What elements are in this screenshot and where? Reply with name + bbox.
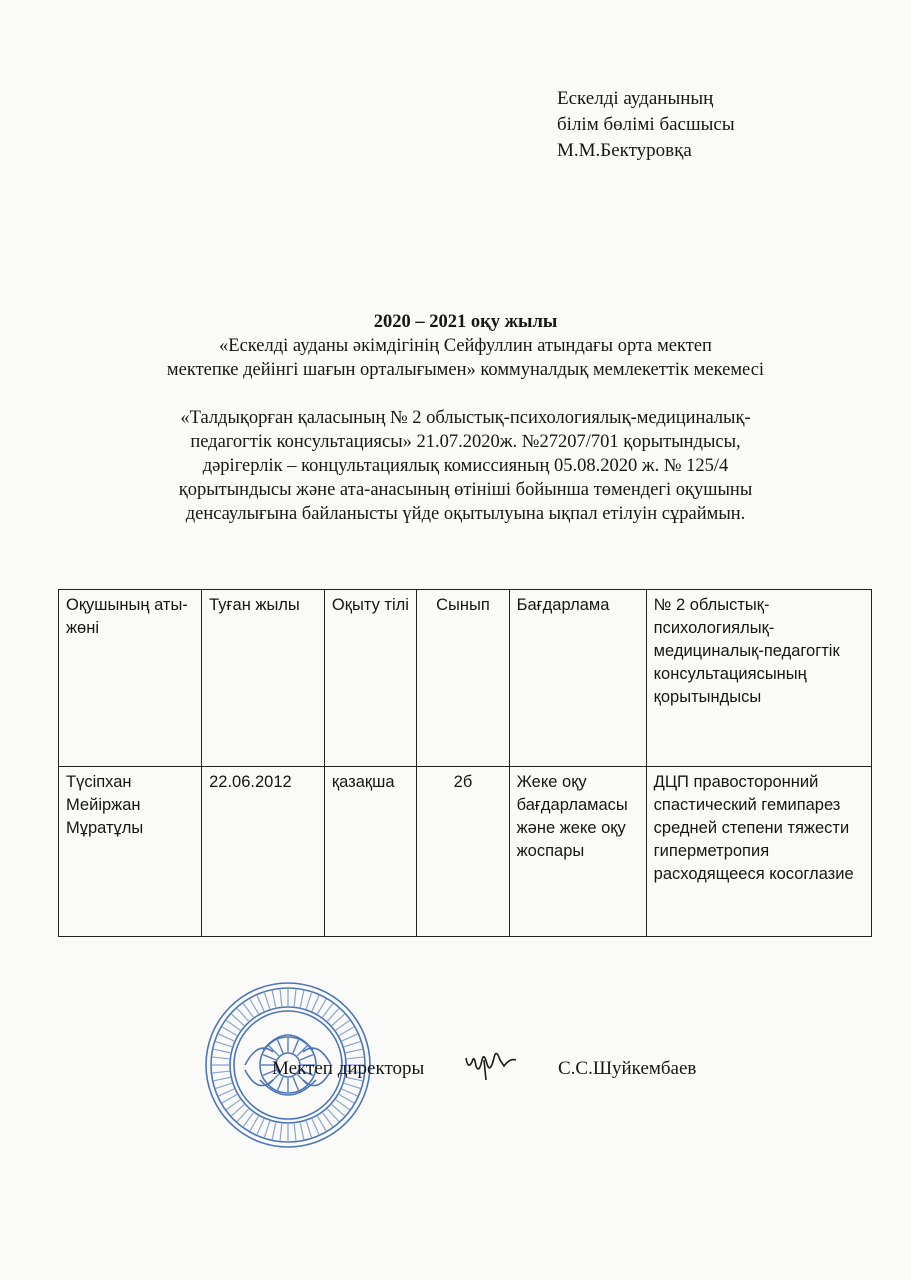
cell-grade: 2б xyxy=(417,767,509,937)
header-cell-name: Оқушының аты-жөні xyxy=(59,590,202,767)
cell-birth-date: 22.06.2012 xyxy=(202,767,325,937)
director-title: Мектеп директоры xyxy=(272,1058,425,1079)
header-cell-birth: Туған жылы xyxy=(202,590,325,767)
header-cell-language: Оқыту тілі xyxy=(324,590,416,767)
student-table xyxy=(58,589,872,937)
handwritten-signature xyxy=(460,1040,520,1082)
cell-conclusion: ДЦП правосторонний спастический гемипарез средней степени тяжести гиперметропия расходящееся косоглазие xyxy=(646,767,871,937)
addressee-line: Ескелді ауданының xyxy=(557,88,714,109)
cell-program: Жеке оқу бағдарламасы және жеке оқу жоспары xyxy=(509,767,646,937)
request-text-line: қорытындысы және ата-анасының өтініші бойынша төмендегі оқушыны xyxy=(178,480,753,500)
director-name: С.С.Шуйкембаев xyxy=(558,1058,697,1079)
cell-language: қазақша xyxy=(324,767,416,937)
request-text-line: дәрігерлік – концультациялық комиссияның 05.08.2020 ж. № 125/4 xyxy=(202,456,729,476)
document-heading xyxy=(60,310,871,526)
addressee-line: білім бөлімі басшысы xyxy=(557,114,735,135)
request-text-line: денсаулығына байланысты үйде оқытылуына ықпал етілуін сұраймын. xyxy=(185,504,746,524)
request-text-line: «Талдықорған қаласының № 2 облыстық-психологиялық-медициналық- xyxy=(180,408,751,428)
cell-student-name: Түсіпхан Мейіржан Мұратұлы xyxy=(59,767,202,937)
header-cell-conclusion: № 2 облыстық-психологиялық-медициналық-педагогтік консультациясының қорытындысы xyxy=(646,590,871,767)
request-text-line: педагогтік консультациясы» 21.07.2020ж. №27207/701 қорытындысы, xyxy=(190,432,741,452)
addressee-line: М.М.Бектуровқа xyxy=(557,140,692,161)
table-row xyxy=(59,767,872,937)
header-cell-program: Бағдарлама xyxy=(509,590,646,767)
addressee-block xyxy=(557,86,735,164)
header-cell-grade: Сынып xyxy=(417,590,509,767)
organization-line: «Ескелді ауданы әкімдігінің Сейфуллин атындағы орта мектеп xyxy=(219,336,712,356)
organization-line: мектепке дейінгі шағын орталығымен» коммуналдық мемлекеттік мекемесі xyxy=(166,360,765,380)
table-header-row xyxy=(59,590,872,767)
academic-year-title: 2020 – 2021 оқу жылы xyxy=(373,312,558,332)
